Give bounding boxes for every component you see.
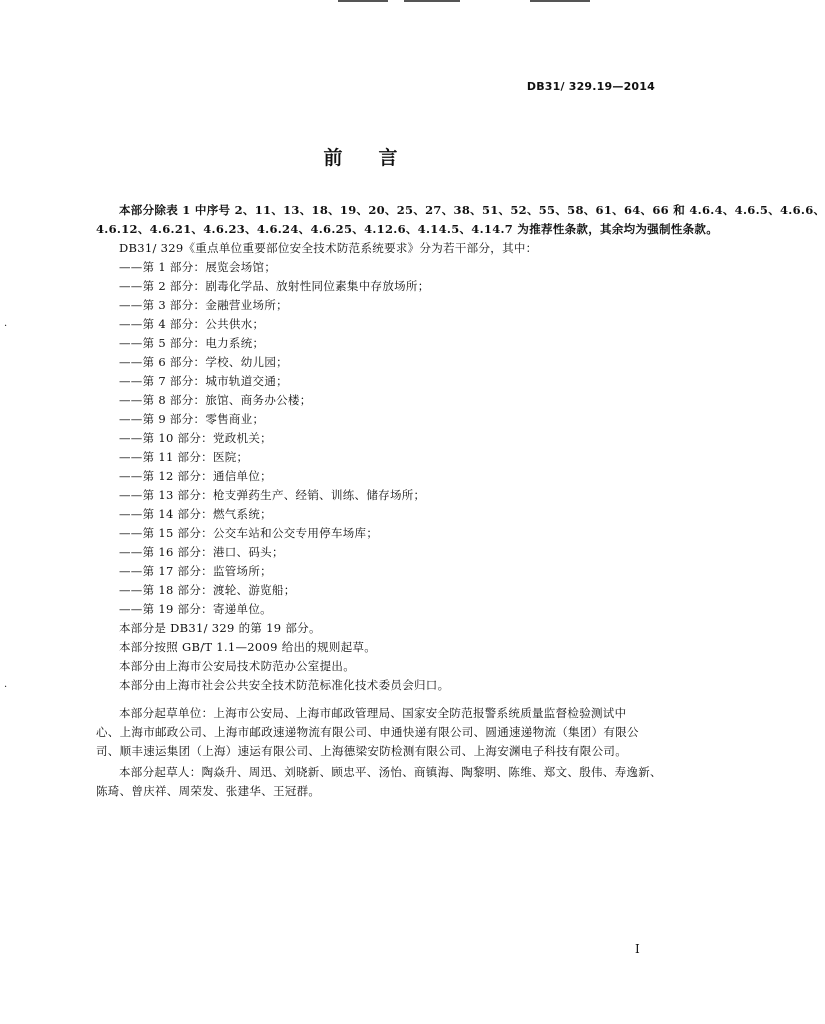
part-item: ——第 6 部分：学校、幼儿园； [119, 355, 288, 369]
part-item: ——第 7 部分：城市轨道交通； [119, 374, 288, 388]
part-item: ——第 18 部分：渡轮、游览船； [119, 583, 296, 597]
drafting-units-line-2: 心、上海市邮政公司、上海市邮政速递物流有限公司、申通快递有限公司、圆通速递物流（集团）有限公 [96, 725, 639, 739]
scan-margin-mark: · [4, 682, 8, 693]
scan-margin-mark: · [4, 321, 8, 332]
part-item: ——第 10 部分：党政机关； [119, 431, 272, 445]
drafters-line-1: 本部分起草人：陶焱升、周迅、刘晓新、顾忠平、汤怡、商镇海、陶黎明、陈维、郑文、殷伟、寿逸新、 [119, 765, 662, 779]
part-item: ——第 8 部分：旅馆、商务办公楼； [119, 393, 312, 407]
part-item: ——第 11 部分：医院； [119, 450, 249, 464]
scan-edge-line [530, 0, 590, 2]
drafters-line-2: 陈琦、曾庆祥、周荣发、张建华、王冠群。 [96, 784, 321, 798]
note-line: 本部分由上海市社会公共安全技术防范标准化技术委员会归口。 [119, 678, 450, 692]
part-item: ——第 14 部分：燃气系统； [119, 507, 272, 521]
part-item: ——第 17 部分：监管场所； [119, 564, 272, 578]
part-item: ——第 15 部分：公交车站和公交专用停车场库； [119, 526, 379, 540]
drafting-units-line-1: 本部分起草单位：上海市公安局、上海市邮政管理局、国家安全防范报警系统质量监督检验测试中 [119, 706, 627, 720]
part-item: ——第 9 部分：零售商业； [119, 412, 265, 426]
part-item: ——第 4 部分：公共供水； [119, 317, 265, 331]
page-title [0, 143, 721, 170]
intro-line-2: 4.6.12、4.6.21、4.6.23、4.6.24、4.6.25、4.12.6、4.14.5、4.14.7 为推荐性条款，其余均为强制性条款。 [96, 222, 719, 236]
scan-edge-line [404, 0, 460, 2]
part-item: ——第 5 部分：电力系统； [119, 336, 265, 350]
part-item: ——第 13 部分：枪支弹药生产、经销、训练、储存场所； [119, 488, 426, 502]
part-item: ——第 16 部分：港口、码头； [119, 545, 284, 559]
scan-edge-line [338, 0, 388, 2]
drafting-units-line-3: 司、顺丰速运集团（上海）速运有限公司、上海德梁安防检测有限公司、上海安渊电子科技有限公司。 [96, 744, 627, 758]
title-char-2: 言 [378, 147, 398, 169]
part-item: ——第 1 部分：展览会场馆； [119, 260, 277, 274]
note-line: 本部分是 DB31/ 329 的第 19 部分。 [119, 621, 321, 635]
part-item: ——第 19 部分：寄递单位。 [119, 602, 272, 616]
document-code: DB31/ 329.19—2014 [526, 80, 655, 93]
note-line: 本部分由上海市公安局技术防范办公室提出。 [119, 659, 355, 673]
note-line: 本部分按照 GB/T 1.1—2009 给出的规则起草。 [119, 640, 377, 654]
title-char-1: 前 [323, 147, 343, 169]
part-item: ——第 12 部分：通信单位； [119, 469, 272, 483]
intro-line-1: 本部分除表 1 中序号 2、11、13、18、19、20、25、27、38、51、52、55、58、61、64、66 和 4.6.4、4.6.5、4.6.6、 [119, 203, 825, 217]
part-item: ——第 2 部分：剧毒化学品、放射性同位素集中存放场所； [119, 279, 430, 293]
part-item: ——第 3 部分：金融营业场所； [119, 298, 288, 312]
page-number: I [635, 942, 640, 956]
intro-line-3: DB31/ 329《重点单位重要部位安全技术防范系统要求》分为若干部分，其中： [119, 241, 538, 255]
